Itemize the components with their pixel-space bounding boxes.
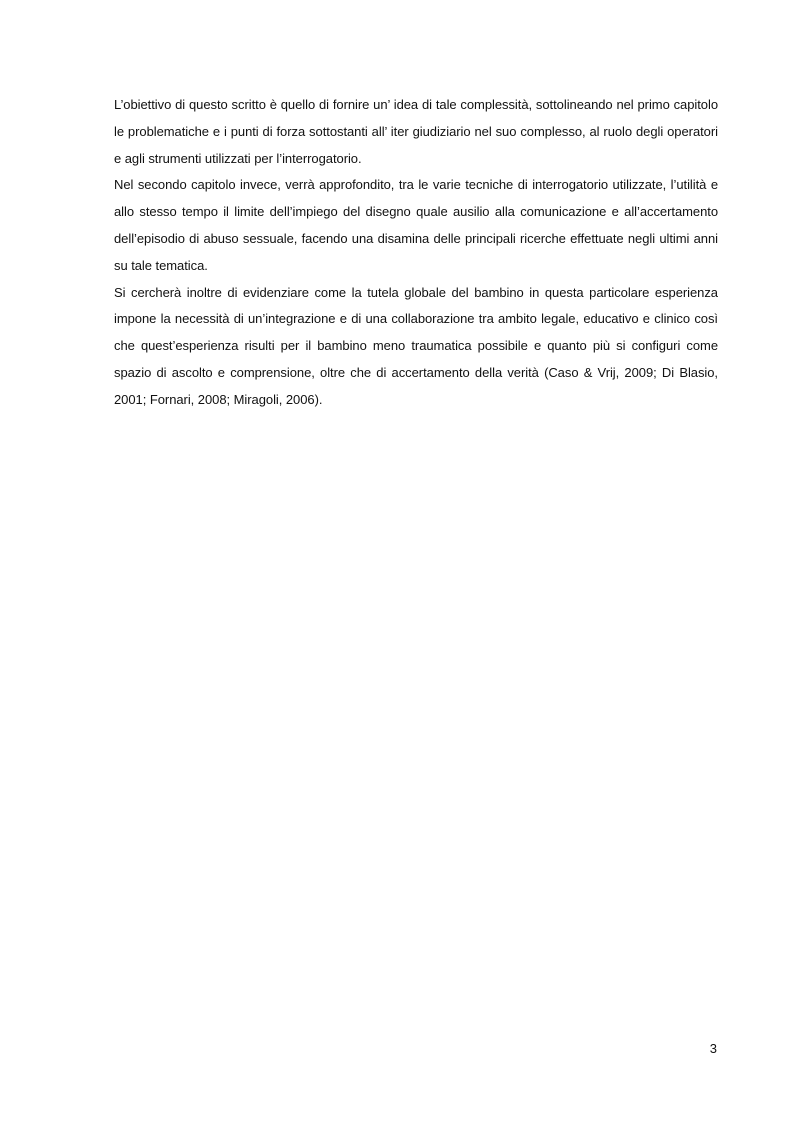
paragraph-objective: L’obiettivo di questo scritto è quello di fornire un’ idea di tale complessità, sottolineando nel primo capitolo le problematiche e i punti di forza sottostanti all’ iter giudiziario nel suo complesso, al ruolo degli operatori e agli strumenti utilizzati per l’interrogatorio. <box>114 97 718 166</box>
paragraph-second-chapter: Nel secondo capitolo invece, verrà approfondito, tra le varie tecniche di interrogatorio utilizzate, l’utilità e allo stesso tempo il limite dell’impiego del disegno quale ausilio alla comunicazione e all’accertamento dell’episodio di abuso sessuale, facendo una disamina delle principali ricerche effettuate negli ultimi anni su tale tematica. <box>114 177 718 273</box>
paragraph-child-protection: Si cercherà inoltre di evidenziare come la tutela globale del bambino in questa particolare esperienza impone la necessità di un’integrazione e di una collaborazione tra ambito legale, educativo e clinico così che quest’esperienza risulti per il bambino meno traumatica possibile e quanto più si configuri come spazio di ascolto e comprensione, oltre che di accertamento della verità (Caso & Vrij, 2009; Di Blasio, 2001; Fornari, 2008; Miragoli, 2006). <box>114 284 718 407</box>
body-text <box>114 92 718 414</box>
page-number: 3 <box>709 1041 717 1056</box>
